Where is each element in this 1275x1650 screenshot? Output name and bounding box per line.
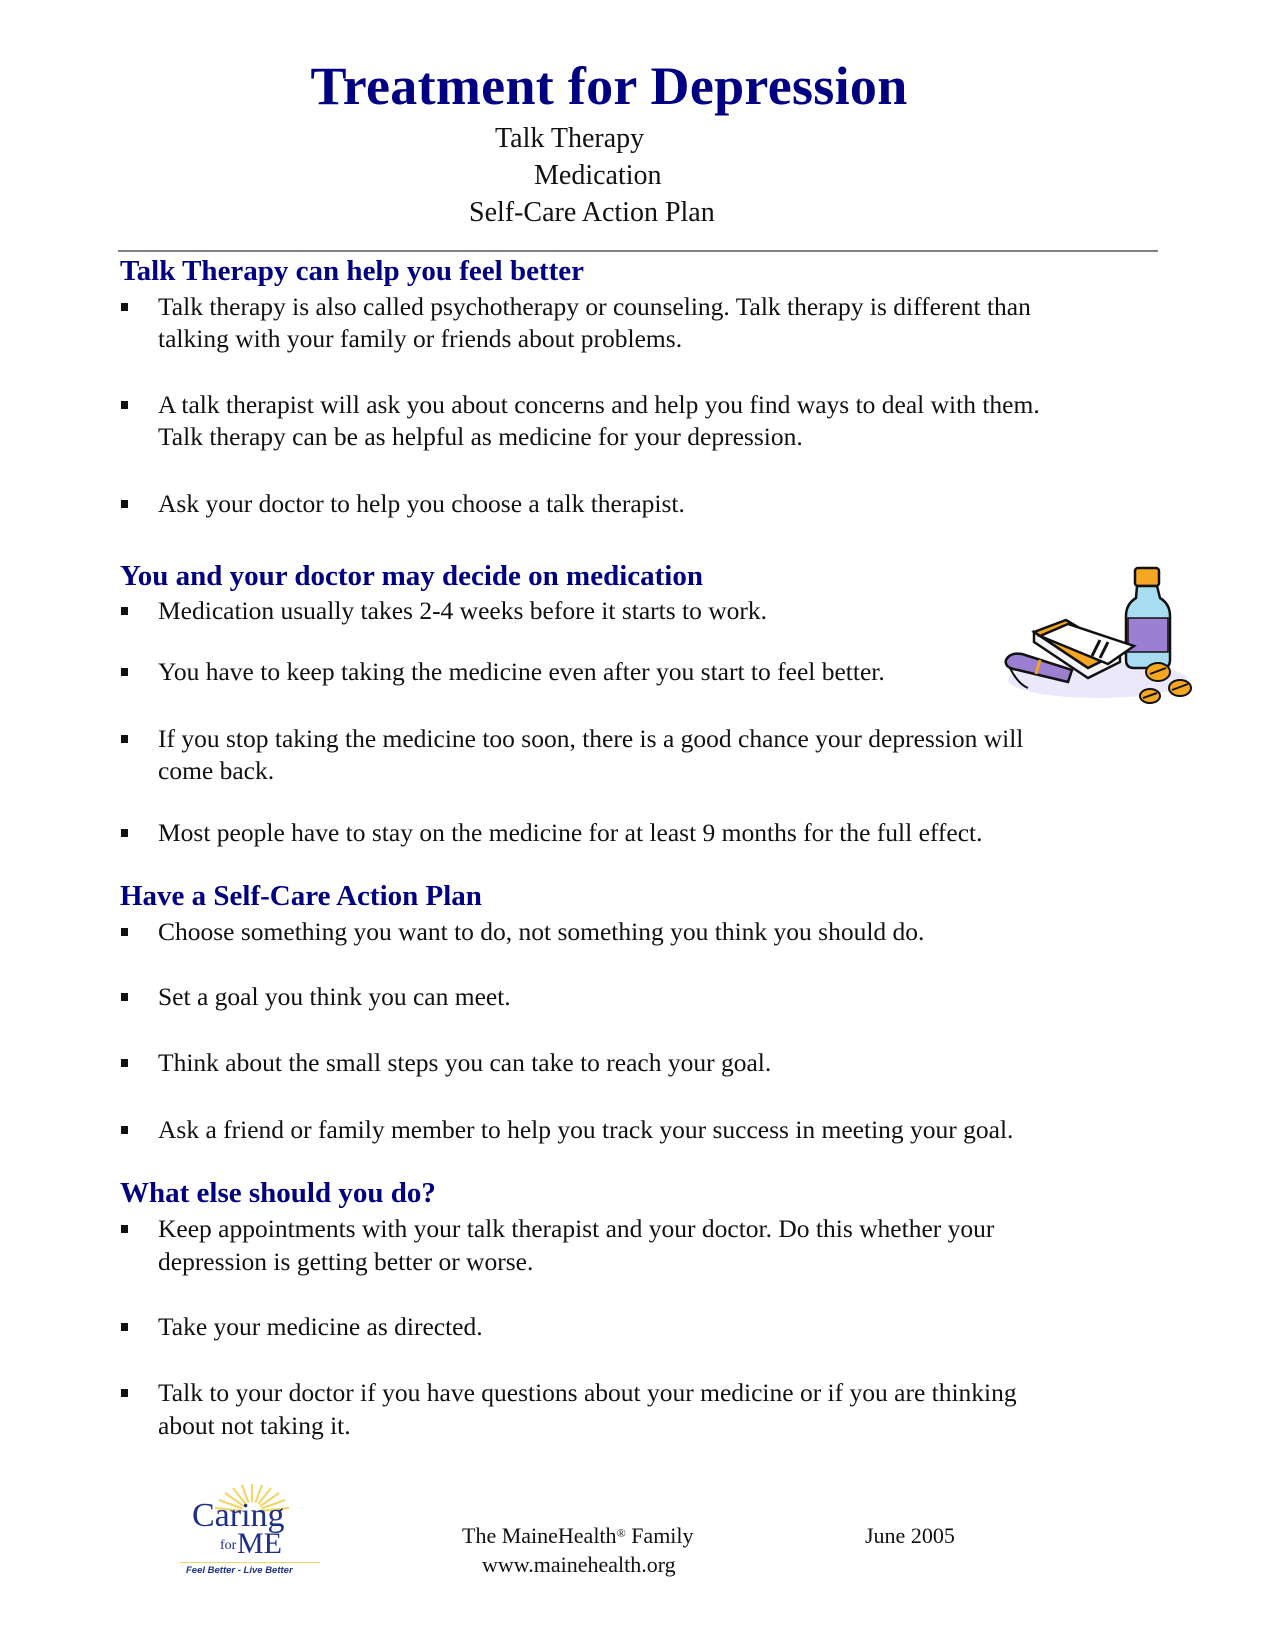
bullet-icon (121, 500, 128, 508)
caring-for-me-logo (180, 1482, 320, 1582)
subtitle-talk-therapy: Talk Therapy (495, 123, 645, 154)
bullet-icon (121, 401, 128, 409)
subtitle-self-care: Self-Care Action Plan (469, 197, 715, 228)
bullet-icon (121, 1225, 128, 1233)
bullet-icon (121, 928, 128, 936)
bullet-icon (121, 1059, 128, 1067)
bullet-icon (121, 607, 128, 615)
section-heading-what-else: What else should you do? (120, 1177, 436, 1209)
registered-mark: ® (616, 1526, 626, 1540)
subtitle-medication: Medication (534, 160, 662, 191)
bullet-icon (121, 1389, 128, 1397)
bullet-icon (121, 1323, 128, 1331)
logo-caring: Caring (192, 1497, 285, 1534)
bullet-icon (121, 1126, 128, 1134)
logo-me: ME (237, 1527, 282, 1560)
page-title: Treatment for Depression (310, 56, 908, 116)
bullet-icon (121, 735, 128, 743)
section-heading-medication: You and your doctor may decide on medication (120, 560, 703, 592)
medicine-bottle-prescription-icon (988, 560, 1193, 705)
bullet-icon (121, 993, 128, 1001)
footer-date: June 2005 (865, 1523, 955, 1548)
section-heading-self-care: Have a Self-Care Action Plan (120, 880, 482, 912)
bullet-icon (121, 829, 128, 837)
section-heading-talk-therapy: Talk Therapy can help you feel better (120, 255, 585, 287)
logo-for: for (220, 1538, 237, 1553)
footer-url[interactable]: www.mainehealth.org (482, 1552, 676, 1577)
logo-tagline: Feel Better - Live Better (186, 1565, 293, 1576)
divider (118, 250, 1158, 252)
footer-org: The MaineHealth® Family (462, 1523, 694, 1548)
bullet-icon (121, 668, 128, 676)
bullet-icon (121, 303, 128, 311)
logo-underline (180, 1562, 320, 1563)
